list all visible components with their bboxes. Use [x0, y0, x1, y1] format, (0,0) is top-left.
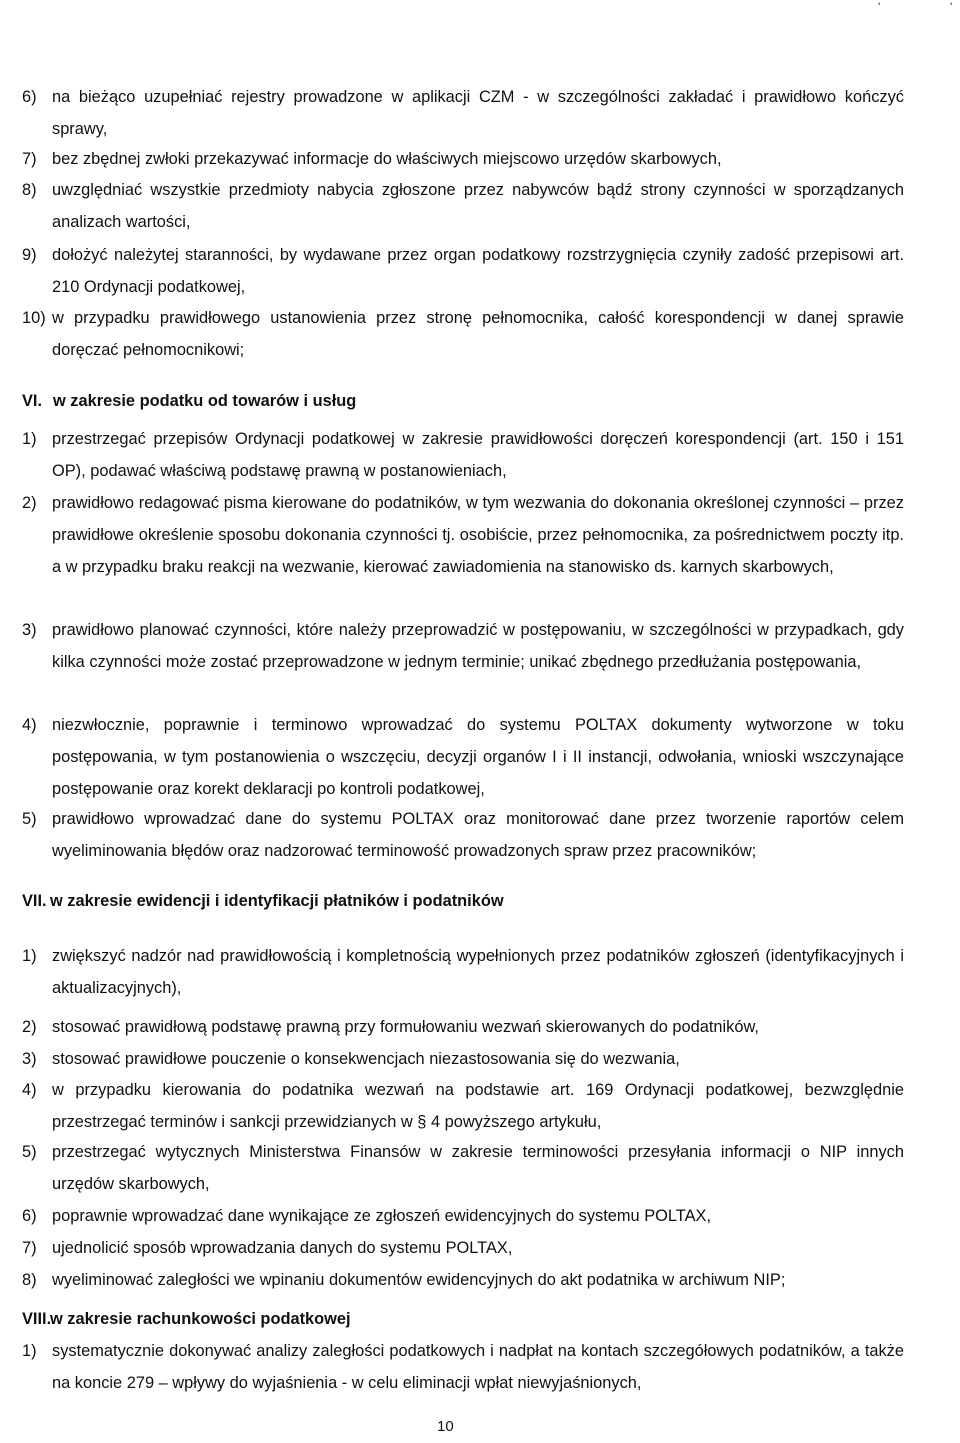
item-number: 3) — [22, 1050, 37, 1068]
item-text: niezwłocznie, poprawnie i terminowo wprowadzać do systemu POLTAX dokumenty wytworzone w toku postępowania, w tym postanowienia o wszczęciu, decyzji organów I i II instancji, odwołania, wnioski wszczynające postępowanie oraz korekt deklaracji po kontroli podatkowej, — [52, 716, 904, 798]
item-text: przestrzegać przepisów Ordynacji podatkowej w zakresie prawidłowości doręczeń korespondencji (art. 150 i 151 OP), podawać właściwą podstawę prawną w postanowieniach, — [52, 430, 904, 480]
item-number: 10) — [22, 309, 46, 327]
item-text: stosować prawidłową podstawę prawną przy formułowaniu wezwań skierowanych do podatników, — [52, 1018, 759, 1036]
item-number: 6) — [22, 88, 37, 106]
section-number: VIII. — [22, 1310, 52, 1328]
item-number: 7) — [22, 150, 37, 168]
section-title: w zakresie rachunkowości podatkowej — [50, 1310, 351, 1328]
item-number: 8) — [22, 1271, 37, 1289]
item-number: 1) — [22, 430, 37, 448]
item-number: 1) — [22, 947, 37, 965]
item-number: 5) — [22, 1143, 37, 1161]
section-number: VI. — [22, 392, 43, 410]
item-text: na bieżąco uzupełniać rejestry prowadzone w aplikacji CZM - w szczególności zakładać i prawidłowo kończyć sprawy, — [52, 88, 904, 138]
item-text: przestrzegać wytycznych Ministerstwa Finansów w zakresie terminowości przesyłania informacji o NIP innych urzędów skarbowych, — [52, 1143, 904, 1193]
section-title: w zakresie podatku od towarów i usług — [53, 392, 357, 410]
item-text: w przypadku kierowania do podatnika wezwań na podstawie art. 169 Ordynacji podatkowej, bezwzględnie przestrzegać terminów i sankcji przewidzianych w § 4 powyższego artykułu, — [52, 1081, 904, 1131]
corner-mark: ' — [878, 0, 881, 14]
item-text: stosować prawidłowe pouczenie o konsekwencjach niezastosowania się do wezwania, — [52, 1050, 680, 1068]
item-number: 4) — [22, 716, 37, 734]
item-text: zwiększyć nadzór nad prawidłowością i kompletnością wypełnionych przez podatników zgłoszeń (identyfikacyjnych i aktualizacyjnych), — [52, 947, 904, 997]
corner-mark: ' — [950, 0, 953, 14]
item-number: 9) — [22, 246, 37, 264]
section-title: w zakresie ewidencji i identyfikacji płatników i podatników — [50, 892, 504, 910]
item-text: prawidłowo redagować pisma kierowane do podatników, w tym wezwania do dokonania określonej czynności – przez prawidłowe określenie sposobu dokonania czynności tj. osobiście, przez pełnomocnika, za pośrednictwem poczty itp. a w przypadku braku reakcji na wezwanie, kierować zawiadomienia na stanowisko ds. karnych skarbowych, — [52, 494, 904, 576]
item-number: 4) — [22, 1081, 37, 1099]
item-text: w przypadku prawidłowego ustanowienia przez stronę pełnomocnika, całość korespondencji w danej sprawie doręczać pełnomocnikowi; — [52, 309, 904, 359]
item-text: bez zbędnej zwłoki przekazywać informacje do właściwych miejscowo urzędów skarbowych, — [52, 150, 722, 168]
item-text: prawidłowo planować czynności, które należy przeprowadzić w postępowaniu, w szczególności w przypadkach, gdy kilka czynności może zostać przeprowadzone w jednym terminie; unikać zbędnego przedłużania postępowania, — [52, 621, 904, 671]
item-number: 1) — [22, 1342, 37, 1360]
item-number: 3) — [22, 621, 37, 639]
item-text: uwzględniać wszystkie przedmioty nabycia zgłoszone przez nabywców bądź strony czynności w sporządzanych analizach wartości, — [52, 181, 904, 231]
item-text: poprawnie wprowadzać dane wynikające ze zgłoszeń ewidencyjnych do systemu POLTAX, — [52, 1207, 711, 1225]
item-number: 8) — [22, 181, 37, 199]
item-number: 5) — [22, 810, 37, 828]
item-text: ujednolicić sposób wprowadzania danych do systemu POLTAX, — [52, 1239, 513, 1257]
item-text: prawidłowo wprowadzać dane do systemu POLTAX oraz monitorować dane przez tworzenie raportów celem wyeliminowania błędów oraz nadzorować terminowość prowadzonych spraw przez pracowników; — [52, 810, 904, 860]
list-item — [22, 82, 904, 146]
item-number: 6) — [22, 1207, 37, 1225]
section-number: VII. — [22, 892, 47, 910]
item-number: 2) — [22, 1018, 37, 1036]
page-number: 10 — [437, 1418, 454, 1435]
item-number: 2) — [22, 494, 37, 512]
item-text: systematycznie dokonywać analizy zaległości podatkowych i nadpłat na kontach szczegółowych podatników, a także na koncie 279 – wpływy do wyjaśnienia - w celu eliminacji wpłat niewyjaśnionych, — [52, 1342, 904, 1392]
item-number: 7) — [22, 1239, 37, 1257]
item-text: wyeliminować zaległości we wpinaniu dokumentów ewidencyjnych do akt podatnika w archiwum NIP; — [52, 1271, 786, 1289]
item-text: dołożyć należytej staranności, by wydawane przez organ podatkowy rozstrzygnięcia czyniły zadość przepisowi art. 210 Ordynacji podatkowej, — [52, 246, 904, 296]
